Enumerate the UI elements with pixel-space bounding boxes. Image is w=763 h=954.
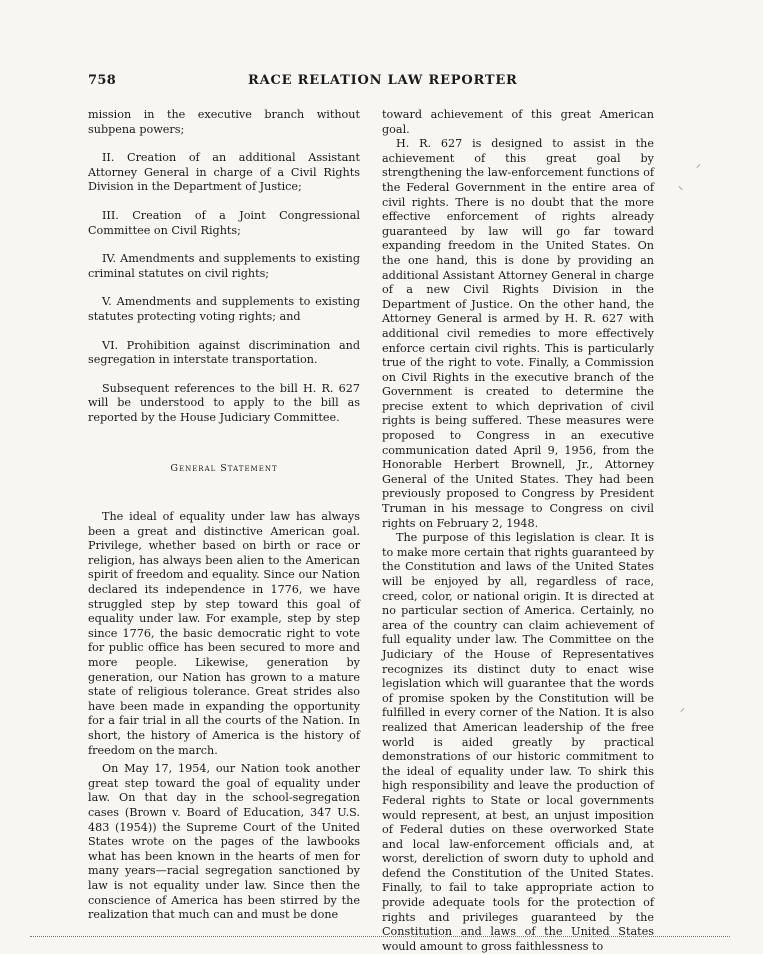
paragraph-continuation: mission in the executive branch without subpena powers; (88, 108, 360, 136)
margin-mark: ⸝ (680, 703, 685, 714)
footer-rule (30, 936, 730, 937)
margin-mark: ⸝ (696, 159, 701, 170)
list-item-vi: VI. Prohibition against discrimination and segregation in interstate transportation. (88, 338, 360, 367)
paragraph-ideal: The ideal of equality under law has always been a great and distinctive American goal. Privilege, whether based on birth or race or religion, has always been alien to the American spirit of freedom and equality. Since our Nation declared its independence in 1776, we have struggled step by step toward this goal of equality under law. For example, step by step since 1776, the basic democratic right to vote for public office has been secured to more and more people. Likewise, generation by generation, our Nation has grown to a mature state of religious tolerance. Great strides also have been made in expanding the opportunity for a fair trial in all the courts of the Nation. In short, the history of America is the history of freedom on the march. (88, 510, 360, 757)
paragraph-purpose: The purpose of this legislation is clear. It is to make more certain that rights guaranteed by the Constitution and laws of the United States will be enjoyed by all, regardless of race, creed, color, or national origin. It is directed at no particular section of America. Certainly, no area of the country can claim achievement of full equality under law. The Committee on the Judiciary of the House of Representatives recognizes its distinct duty to enact wise legislation which will guarantee that the words of promise spoken by the Constitution will be fulfilled in every corner of the Nation. It is also realized that American leadership of the free world is aided greatly by practical demonstrations of our historic commitment to the ideal of equality under law. To shirk this high responsibility and leave the production of Federal rights to State or local governments would represent, at best, an unjust imposition of Federal duties on these overworked State and local law-enforcement officials and, at worst, dereliction of sworn duty to uphold and defend the Constitution of the United States. Finally, to fail to take appropriate action to provide adequate tools for the protection of rights and privileges guaranteed by the Constitution and laws of the United States would amount to gross faithlessness to (382, 531, 654, 953)
paragraph-may-17: On May 17, 1954, our Nation took another great step toward the goal of equality under law. On that day in the school-segregation cases (Brown v. Board of Education, 347 U.S. 483 (1954)) the Supreme Court of the United States wrote on the pages of the lawbooks what has been known in the hearts of men for many years—racial segregation sanctioned by law is not equality under law. Since then the conscience of America has been stirred by the realization that much can and must be done (88, 762, 360, 922)
paragraph-toward: toward achievement of this great American goal. (382, 108, 654, 136)
list-item-iv: IV. Amendments and supplements to existing criminal statutes on civil rights; (88, 252, 360, 280)
right-column (382, 108, 654, 954)
list-item-v: V. Amendments and supplements to existing statutes protecting voting rights; and (88, 295, 360, 323)
paragraph-subsequent: Subsequent references to the bill H. R. 627 will be understood to apply to the bill as reported by the House Judiciary Committee. (88, 381, 360, 424)
paragraph-hr-627: H. R. 627 is designed to assist in the achievement of this great goal by strengthening the law-enforcement functions of the Federal Government in the entire area of civil rights. There is no doubt that the more effective enforcement of rights already guaranteed by law will go far toward expanding freedom in the United States. On the one hand, this is done by providing an additional Assistant Attorney General in charge of a new Civil Rights Division in the Department of Justice. On the other hand, the Attorney General is armed by H. R. 627 with additional civil remedies to more effectively enforce certain civil rights. This is particularly true of the right to vote. Finally, a Commission on Civil Rights in the executive branch of the Government is created to determine the precise extent to which deprivation of civil rights is being suffered. These measures were proposed to Congress in an executive communication dated April 9, 1956, from the Honorable Herbert Brownell, Jr., Attorney General of the United States. They had been previously proposed to Congress by President Truman in his message to Congress on civil rights on February 2, 1948. (382, 137, 654, 530)
margin-mark: ⸜ (678, 181, 683, 192)
page-number: 758 (88, 73, 117, 88)
left-column (88, 108, 360, 923)
list-item-ii: II. Creation of an additional Assistant Attorney General in charge of a Civil Rights Division in the Department of Justice; (88, 151, 360, 194)
running-head: RACE RELATION LAW REPORTER (248, 73, 518, 88)
section-heading: General Statement (170, 462, 278, 474)
list-item-iii: III. Creation of a Joint Congressional Committee on Civil Rights; (88, 208, 360, 237)
